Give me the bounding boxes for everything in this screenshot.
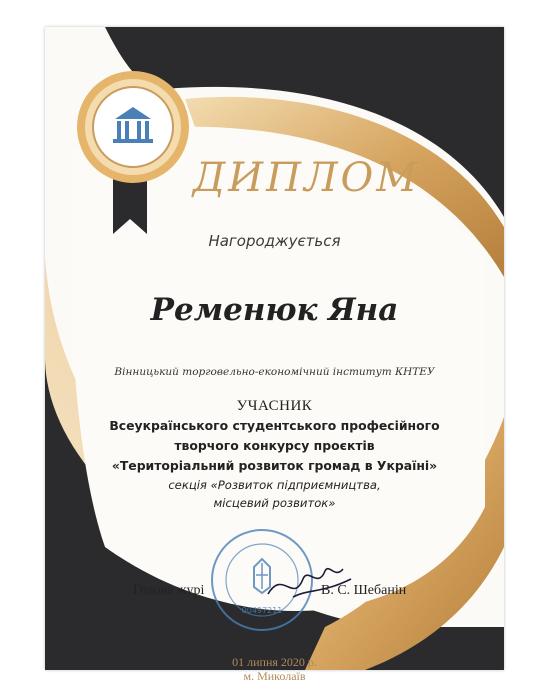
svg-text:00497211: 00497211 xyxy=(241,606,283,615)
diploma-title: ДИПЛОМ xyxy=(192,155,421,201)
signature-icon xyxy=(263,549,353,609)
section-line-1: секція «Розвиток підприємництва, xyxy=(168,478,381,492)
contest-line-1: Всеукраїнського студентського професійного xyxy=(109,418,440,433)
contest-description xyxy=(85,397,464,512)
section-line-2: місцевий розвиток» xyxy=(213,496,336,510)
diploma-sheet xyxy=(45,27,504,683)
jury-chair-name: В. С. Шебанін xyxy=(321,583,407,598)
issue-date: 01 липня 2020 р. xyxy=(232,655,317,669)
jury-chair-label: Голова журі xyxy=(133,583,205,598)
contest-line-3: «Територіальний розвиток громад в Україні» xyxy=(111,458,438,473)
awarded-label: Нагороджується xyxy=(208,232,341,250)
contest-line-2: творчого конкурсу проєктів xyxy=(174,438,375,453)
university-seal-icon xyxy=(75,69,195,239)
participant-label: УЧАСНИК xyxy=(236,398,313,414)
recipient-name: Ременюк Яна xyxy=(150,292,399,328)
issue-city: м. Миколаїв xyxy=(243,669,306,683)
institute-name: Вінницький торговельно-економічний інститут КНТЕУ xyxy=(114,366,435,378)
